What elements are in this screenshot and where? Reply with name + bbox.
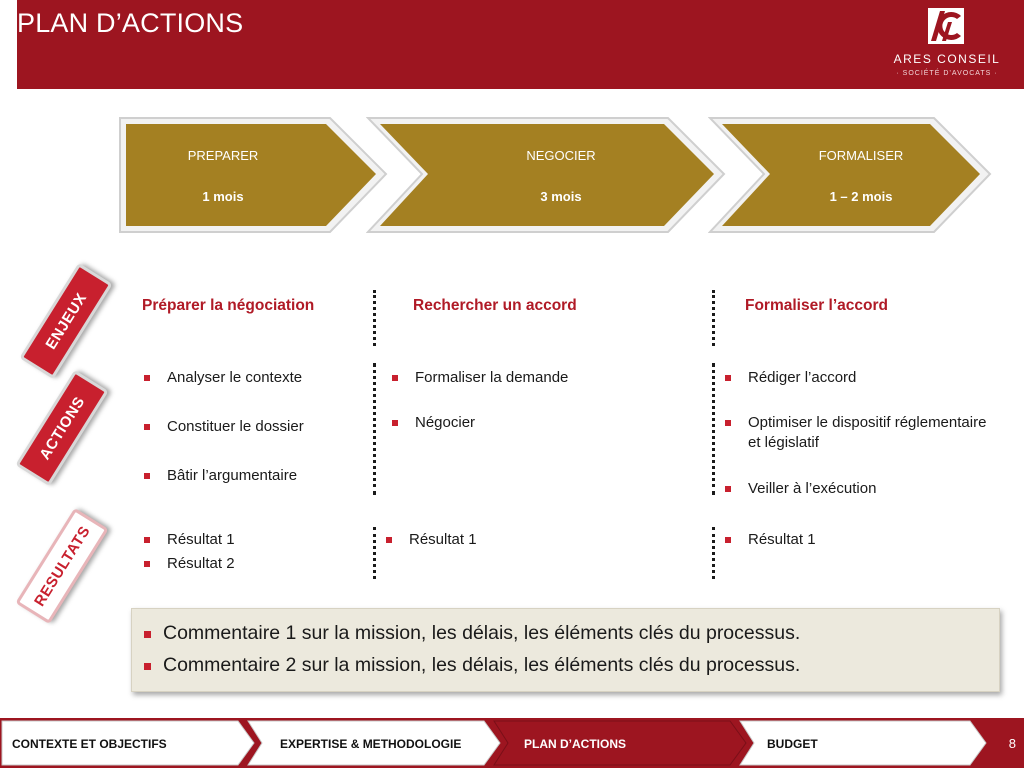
action-label: Analyser le contexte: [167, 369, 303, 386]
phase-chevrons: [0, 0, 1024, 240]
nav-tab-budget[interactable]: [742, 718, 986, 768]
bullet-icon: [725, 486, 731, 492]
bullet-icon: [144, 631, 151, 638]
comment-text: Commentaire 2 sur la mission, les délais, les éléments clés du processus.: [163, 654, 801, 676]
action-label: Rédiger l’accord: [748, 369, 857, 386]
enjeu-formaliser: Formaliser l’accord: [745, 297, 889, 314]
comment-item: [144, 622, 800, 645]
action-label: Optimiser le dispositif réglementaire et législatif: [748, 414, 987, 451]
enjeu-preparer: Préparer la négociation: [142, 297, 315, 314]
phase-formaliser: [708, 116, 994, 234]
nav-tab-contexte[interactable]: [0, 718, 250, 768]
logo-name: ARES CONSEIL: [893, 52, 1001, 66]
action-item: [723, 479, 876, 499]
result-item: [142, 530, 235, 550]
action-item: [142, 368, 302, 388]
comment-item: [144, 654, 800, 677]
nav-tab-plan-actions[interactable]: [496, 718, 742, 768]
phase-duration: 1 – 2 mois: [829, 189, 893, 204]
phase-chevron-shape: [366, 116, 728, 234]
bullet-icon: [144, 537, 150, 543]
phase-chevron-shape: [118, 116, 390, 234]
result-item: [384, 530, 477, 550]
nav-tab-label: EXPERTISE & METHODOLOGIE: [280, 737, 462, 751]
action-label: Négocier: [415, 414, 476, 431]
bullet-icon: [144, 424, 150, 430]
column-separator: [373, 363, 379, 495]
result-label: Résultat 1: [748, 531, 816, 548]
action-item: [142, 466, 297, 486]
phase-title: NEGOCIER: [526, 148, 596, 163]
tag-resultats: RESULTATS: [15, 508, 108, 624]
action-item: [723, 368, 856, 388]
bullet-icon: [144, 473, 150, 479]
result-item: [142, 554, 235, 574]
phase-duration: 1 mois: [202, 189, 244, 204]
phase-preparer: [118, 116, 390, 234]
nav-tab-label: PLAN D’ACTIONS: [524, 737, 626, 751]
bullet-icon: [392, 420, 398, 426]
nav-tab-label: CONTEXTE ET OBJECTIFS: [12, 737, 167, 751]
result-label: Résultat 1: [167, 531, 235, 548]
enjeu-rechercher: Rechercher un accord: [413, 297, 577, 314]
comment-text: Commentaire 1 sur la mission, les délais, les éléments clés du processus.: [163, 622, 801, 644]
action-label: Bâtir l’argumentaire: [167, 467, 298, 484]
bullet-icon: [725, 537, 731, 543]
logo-subtitle: · SOCIÉTÉ D’AVOCATS ·: [896, 70, 998, 77]
tag-actions: ACTIONS: [15, 370, 108, 486]
nav-tab-label: BUDGET: [767, 737, 818, 751]
phase-title: PREPARER: [187, 148, 259, 163]
phase-negocier: [366, 116, 728, 234]
column-separator: [373, 527, 379, 579]
bullet-icon: [386, 537, 392, 543]
action-item: [390, 368, 568, 388]
bullet-icon: [144, 561, 150, 567]
phase-chevron-shape: [708, 116, 994, 234]
bullet-icon: [725, 375, 731, 381]
result-item: [723, 530, 816, 550]
page-number: 8: [1008, 736, 1016, 751]
action-label: Veiller à l’exécution: [748, 480, 877, 497]
bullet-icon: [725, 420, 731, 426]
phase-duration: 3 mois: [540, 189, 582, 204]
page-title: PLAN D’ACTIONS: [17, 8, 244, 38]
action-item: [142, 417, 304, 437]
phase-title: FORMALISER: [818, 148, 904, 163]
comments-box: [131, 608, 1000, 692]
column-separator: [373, 290, 379, 346]
action-item: [723, 413, 998, 453]
action-label: Constituer le dossier: [167, 418, 304, 435]
bottom-navigation: [0, 718, 1024, 768]
result-label: Résultat 1: [409, 531, 477, 548]
tag-enjeux: ENJEUX: [19, 263, 112, 379]
bullet-icon: [392, 375, 398, 381]
action-label: Formaliser la demande: [415, 369, 569, 386]
bullet-icon: [144, 663, 151, 670]
nav-tab-expertise[interactable]: [250, 718, 496, 768]
bullet-icon: [144, 375, 150, 381]
column-separator: [712, 527, 718, 579]
column-separator: [712, 290, 718, 346]
column-separator: [712, 363, 718, 495]
result-label: Résultat 2: [167, 555, 235, 572]
action-item: [390, 413, 475, 433]
